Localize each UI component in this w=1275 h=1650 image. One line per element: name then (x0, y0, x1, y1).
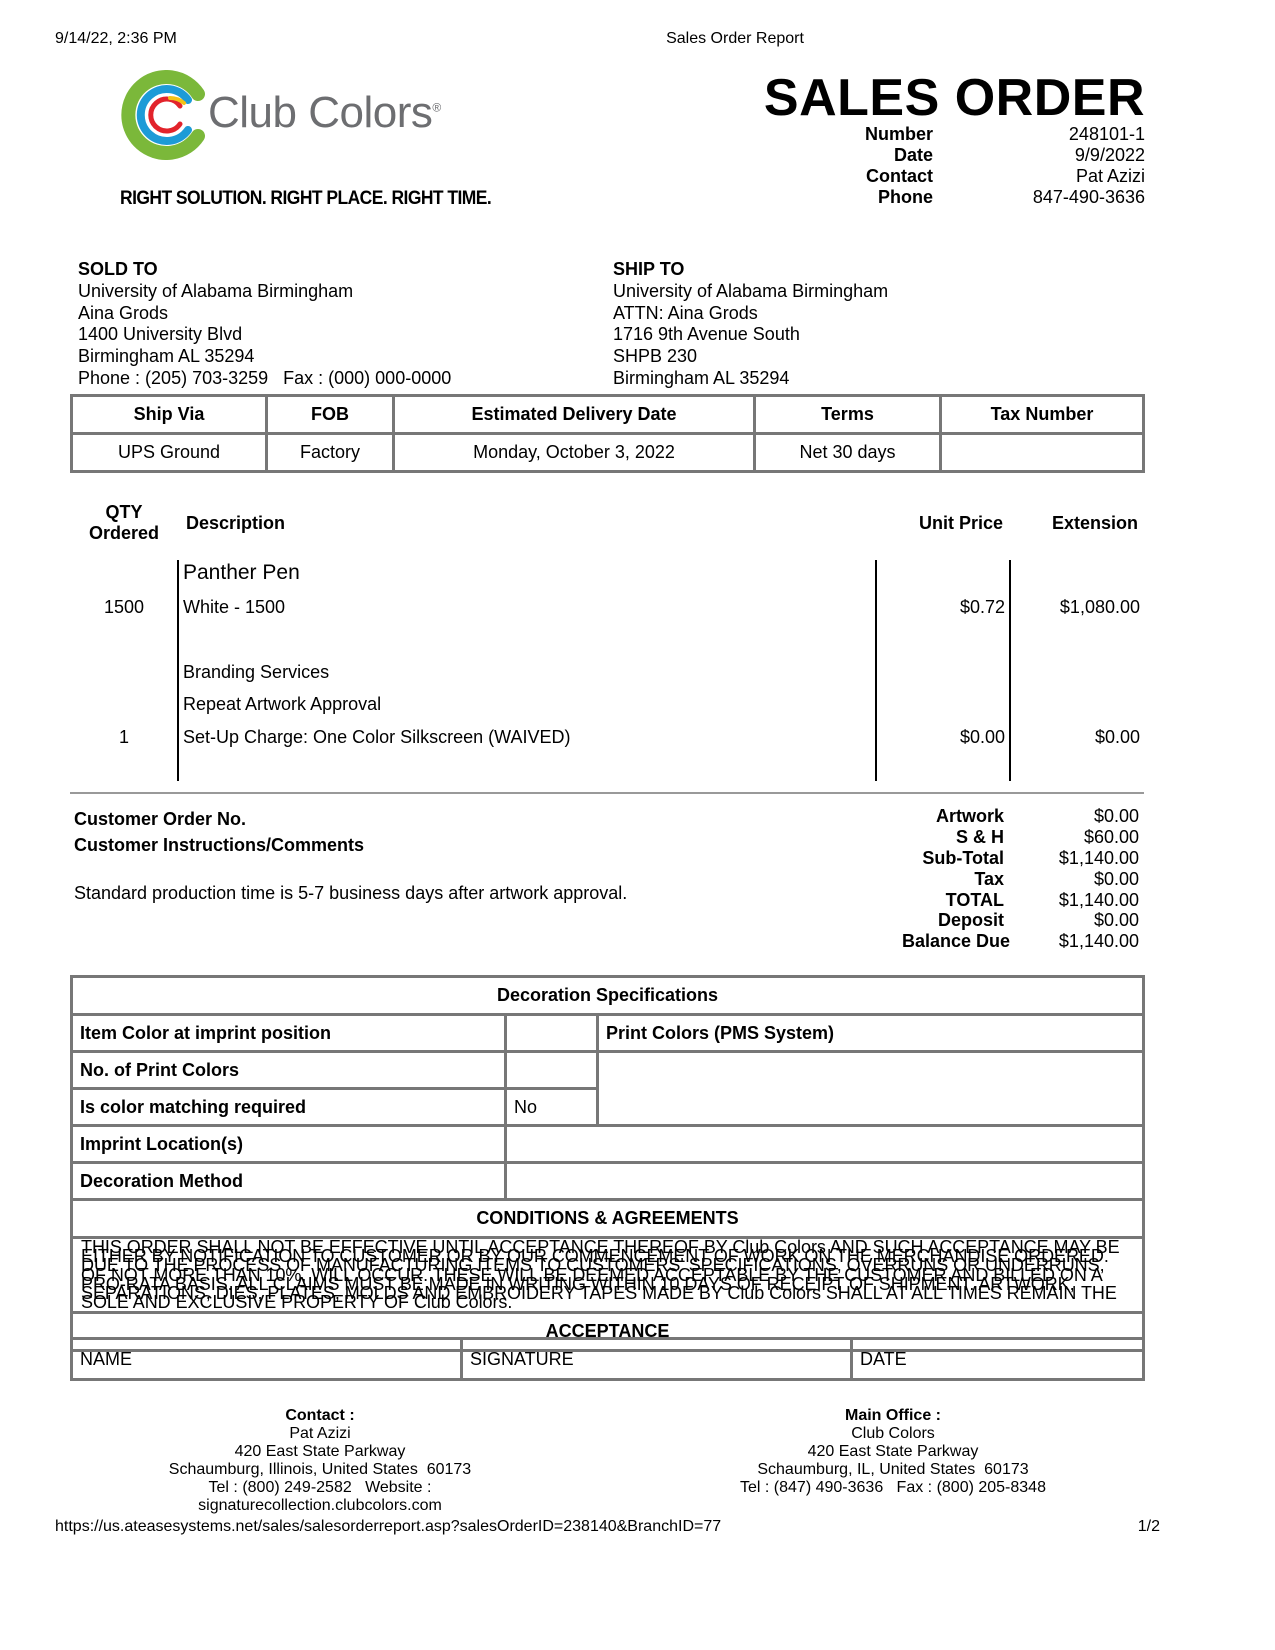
conditions-title: CONDITIONS & AGREEMENTS (72, 1200, 1144, 1238)
color-matching-value: No (506, 1089, 598, 1126)
total-row: TOTAL $1,140.00 (945, 890, 1139, 910)
ship-to-block (613, 259, 888, 390)
item-color-value (506, 1015, 598, 1052)
shipping-table (70, 394, 1145, 473)
sh-total-row: S & H $60.00 (955, 827, 1139, 847)
acceptance-date-field[interactable]: DATE (852, 1339, 1144, 1380)
acceptance-table (70, 1337, 1145, 1381)
item-description: Branding Services (183, 662, 330, 682)
print-page-title: Sales Order Report (666, 30, 804, 47)
item-extension: $1,080.00 (1059, 597, 1140, 617)
acceptance-title: ACCEPTANCE (72, 1313, 1144, 1351)
conditions-text: THIS ORDER SHALL NOT BE EFFECTIVE UNTIL ACCEPTANCE THEREOF BY Club Colors AND SUCH ACCEPTANCE MAY BE EITHER BY NOTIFICATION TO CUSTOMER OR BY OUR COMMENCEMENT OF WORK ON THE MERCHANDISE ORDERED. DUE TO THE PROCESS OF MANUFACTURING ITEMS TO CUSTOMERS' SPECIFICATIONS, OVERRUNS OR UNDERRUNS, OF NOT MORE THAN 10%, WILL OCCUR. THESE WILL BE DEEMED ACCEPTABLE BY THE CUSTOMER AND BILLED ON A PRO-RATA BASIS. ALL CLAIMS MUST BE MADE IN WRITING WITHIN 10 DAYS OF RECEIPT OF SHIPMENT. ARTWORK, SEPARATIONS, DIES, PLATES, MOLDS AND EMBROIDERY TAPES MADE BY Club Colors SHALL AT ALL TIMES REMAIN THE SOLE AND EXCLUSIVE PROPERTY OF Club Colors. (72, 1238, 1144, 1313)
sold-to-line: University of Alabama Birmingham (78, 280, 354, 301)
tax-row: Tax $0.00 (974, 869, 1139, 889)
sold-to-heading: SOLD TO (78, 259, 158, 279)
item-qty: 1 (118, 727, 129, 747)
print-colors-value (598, 1052, 1144, 1126)
totals-block (860, 806, 1139, 956)
terms-value: Net 30 days (755, 434, 941, 472)
item-description: Repeat Artwork Approval (183, 694, 382, 714)
order-date-row: Date 9/9/2022 (893, 145, 1145, 165)
print-url: https://us.ateasesystems.net/sales/salesorderreport.asp?salesOrderID=238140&BranchID=77 (55, 1518, 722, 1535)
sold-to-line: Birmingham AL 35294 (78, 346, 255, 367)
footer-contact-line: 420 East State Parkway (234, 1443, 406, 1460)
item-column-rule (177, 560, 179, 781)
num-print-colors-label: No. of Print Colors (72, 1052, 506, 1089)
tax-number-header: Tax Number (941, 396, 1144, 434)
footer-office-line: Schaumburg, IL, United States 60173 (757, 1461, 1029, 1478)
decoration-method-value (506, 1163, 1144, 1200)
item-qty: 1500 (103, 597, 145, 617)
order-phone-row: Phone 847-490-3636 (877, 187, 1145, 207)
deposit-row: Deposit $0.00 (937, 910, 1139, 930)
description-header: Description (186, 513, 286, 533)
num-print-colors-value (506, 1052, 598, 1089)
sold-to-line: Phone : (205) 703-3259 Fax : (000) 000-0000 (78, 367, 452, 388)
order-meta (805, 124, 1145, 220)
sold-to-line: Aina Grods (78, 302, 169, 323)
footer-office-heading: Main Office : (844, 1407, 941, 1424)
unit-price-header: Unit Price (918, 513, 1004, 533)
imprint-location-label: Imprint Location(s) (72, 1126, 506, 1163)
qty-header: QTY Ordered (88, 502, 160, 543)
delivery-date-value: Monday, October 3, 2022 (394, 434, 755, 472)
fob-value: Factory (267, 434, 394, 472)
ship-to-line: University of Alabama Birmingham (613, 280, 889, 301)
footer-contact (120, 1407, 520, 1515)
registered-mark: ® (432, 100, 441, 115)
ship-via-header: Ship Via (72, 396, 267, 434)
decoration-specs-table (70, 975, 1145, 1352)
footer-contact-line: Pat Azizi (289, 1425, 351, 1442)
footer-contact-line: Tel : (800) 249-2582 Website : (208, 1479, 432, 1496)
logo-wordmark: Club Colors (208, 88, 433, 137)
decoration-specs-title: Decoration Specifications (72, 977, 1144, 1015)
customer-comment: Standard production time is 5-7 business days after artwork approval. (74, 883, 628, 903)
page-title: SALES ORDER (763, 69, 1145, 127)
acceptance-signature-field[interactable]: SIGNATURE (462, 1339, 852, 1380)
item-column-rule (875, 560, 877, 781)
footer-office-line: 420 East State Parkway (807, 1443, 979, 1460)
ship-to-heading: SHIP TO (613, 259, 685, 279)
footer-office-line: Club Colors (851, 1425, 935, 1442)
item-unit-price: $0.00 (959, 727, 1005, 747)
product-name: Panther Pen (183, 561, 300, 584)
ship-to-line: ATTN: Aina Grods (613, 302, 758, 323)
subtotal-row: Sub-Total $1,140.00 (922, 848, 1139, 868)
acceptance-name-field[interactable]: NAME (72, 1339, 462, 1380)
balance-due-row: Balance Due $1,140.00 (901, 931, 1139, 951)
club-colors-logo (120, 70, 440, 170)
sold-to-block (78, 259, 451, 390)
footer-main-office (693, 1407, 1093, 1497)
terms-header: Terms (755, 396, 941, 434)
extension-header: Extension (1051, 513, 1139, 533)
decoration-method-label: Decoration Method (72, 1163, 506, 1200)
logo-tagline: RIGHT SOLUTION. RIGHT PLACE. RIGHT TIME. (120, 188, 492, 209)
artwork-total-row: Artwork $0.00 (935, 806, 1139, 826)
footer-contact-heading: Contact : (285, 1407, 355, 1424)
customer-instructions-label: Customer Instructions/Comments (74, 835, 365, 855)
ship-to-line: SHPB 230 (613, 346, 698, 367)
logo-mark-icon (120, 70, 215, 160)
imprint-location-value (506, 1126, 1144, 1163)
color-matching-label: Is color matching required (72, 1089, 506, 1126)
item-extension: $0.00 (1094, 727, 1140, 747)
fob-header: FOB (267, 396, 394, 434)
ship-via-value: UPS Ground (72, 434, 267, 472)
print-page-number: 1/2 (1137, 1518, 1160, 1535)
customer-order-no-label: Customer Order No. (74, 809, 247, 829)
order-number-row: Number 248101-1 (864, 124, 1145, 144)
item-description: Set-Up Charge: One Color Silkscreen (WAIVED) (183, 727, 571, 747)
item-unit-price: $0.72 (959, 597, 1005, 617)
footer-contact-line: Schaumburg, Illinois, United States 60173 (168, 1461, 472, 1478)
item-column-rule (1009, 560, 1011, 781)
order-contact-row: Contact Pat Azizi (866, 166, 1145, 186)
item-color-label: Item Color at imprint position (72, 1015, 506, 1052)
print-datetime: 9/14/22, 2:36 PM (55, 30, 177, 47)
ship-to-line: 1716 9th Avenue South (613, 324, 800, 345)
tax-number-value (941, 434, 1144, 472)
item-description: White - 1500 (183, 597, 286, 617)
ship-to-line: Birmingham AL 35294 (613, 367, 790, 388)
footer-office-line: Tel : (847) 490-3636 Fax : (800) 205-8348 (740, 1479, 1046, 1496)
items-divider (70, 792, 1144, 794)
delivery-date-header: Estimated Delivery Date (394, 396, 755, 434)
print-colors-label: Print Colors (PMS System) (598, 1015, 1144, 1052)
footer-website[interactable]: signaturecollection.clubcolors.com (198, 1497, 442, 1514)
sold-to-line: 1400 University Blvd (78, 324, 243, 345)
